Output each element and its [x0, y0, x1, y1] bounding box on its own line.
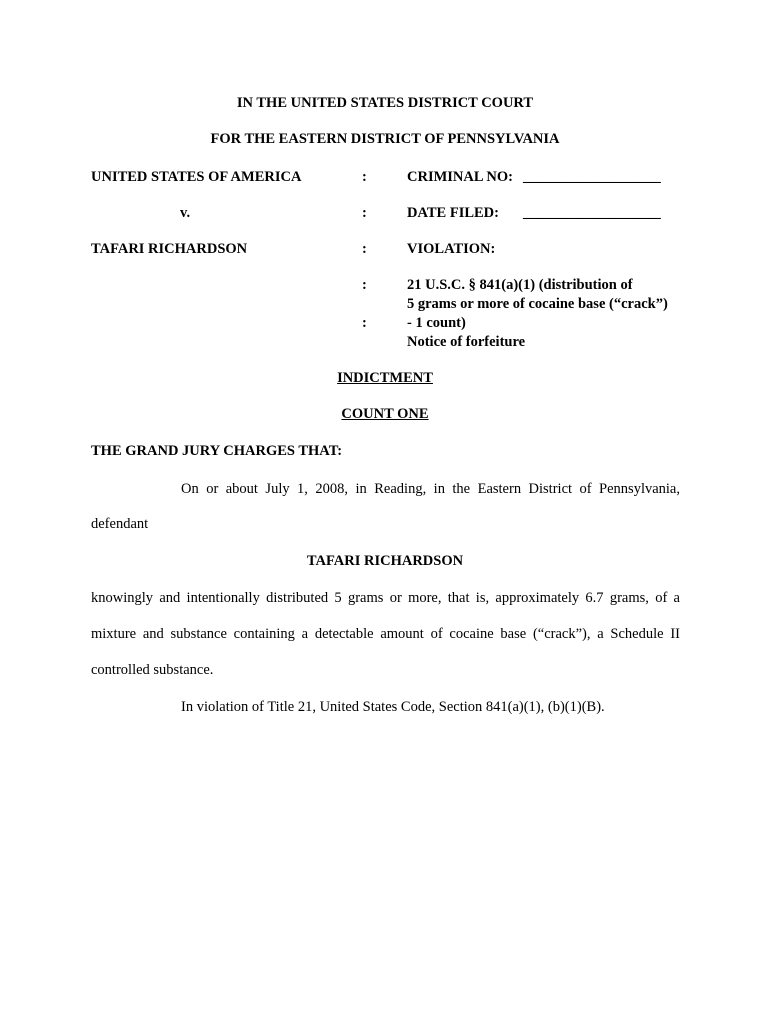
paragraph-line: In violation of Title 21, United States Code, Section 841(a)(1), (b)(1)(B).: [181, 699, 605, 715]
violation-line: Notice of forfeiture: [407, 334, 526, 350]
paragraph-line: controlled substance.: [91, 662, 214, 678]
caption-colon: :: [362, 315, 367, 331]
plaintiff-name: UNITED STATES OF AMERICA: [91, 169, 302, 185]
caption-colon: :: [362, 169, 367, 185]
violation-line: - 1 count): [407, 315, 466, 331]
date-filed-blank: ___________________: [523, 205, 661, 221]
defendant-name-centered: TAFARI RICHARDSON: [306, 553, 464, 569]
date-filed-label: DATE FILED:: [407, 205, 499, 221]
versus-label: v.: [180, 205, 191, 221]
criminal-no-blank: ___________________: [523, 169, 661, 185]
paragraph-line: On or about July 1, 2008, in Reading, in the Eastern District of Pennsylvania,: [181, 481, 680, 497]
court-name-line-1: IN THE UNITED STATES DISTRICT COURT: [236, 95, 534, 111]
violation-line: 5 grams or more of cocaine base (“crack”): [407, 296, 668, 312]
paragraph-line: mixture and substance containing a detectable amount of cocaine base (“crack”), a Schedule II: [91, 626, 680, 642]
count-heading: [0, 405, 770, 423]
court-name-line-2: FOR THE EASTERN DISTRICT OF PENNSYLVANIA: [210, 131, 560, 147]
violation-label: VIOLATION:: [407, 241, 496, 257]
indictment-heading-text: INDICTMENT: [337, 370, 433, 386]
caption-colon: :: [362, 277, 367, 293]
indictment-heading: [0, 369, 770, 387]
paragraph-line: knowingly and intentionally distributed 5 grams or more, that is, approximately 6.7 grams, of a: [91, 590, 680, 606]
caption-colon: :: [362, 241, 367, 257]
violation-line: 21 U.S.C. § 841(a)(1) (distribution of: [407, 277, 633, 293]
defendant-caption-name: TAFARI RICHARDSON: [91, 241, 248, 257]
count-heading-text: COUNT ONE: [341, 406, 429, 422]
criminal-no-label: CRIMINAL NO:: [407, 169, 513, 185]
paragraph-line: defendant: [91, 516, 149, 532]
caption-colon: :: [362, 205, 367, 221]
grand-jury-charges-line: THE GRAND JURY CHARGES THAT:: [91, 443, 343, 459]
